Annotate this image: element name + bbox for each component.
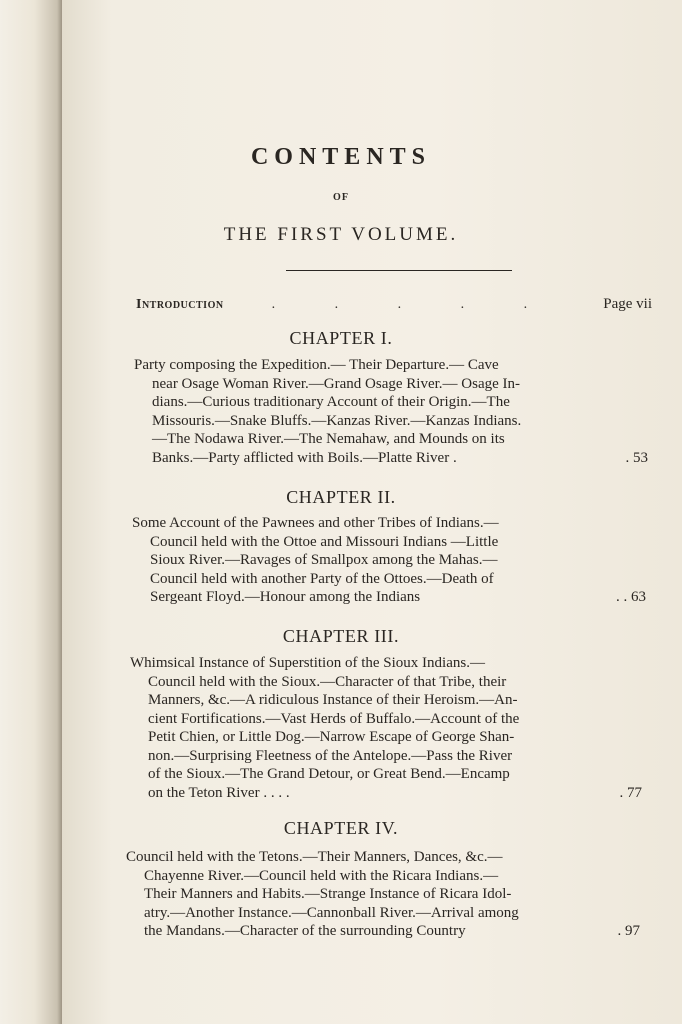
chapter-2-line: Council held with another Party of the Ottoes.—Death of (150, 570, 494, 587)
chapter-2-line: Some Account of the Pawnees and other Tribes of Indians.— (132, 515, 499, 531)
volume-title: THE FIRST VOLUME. (223, 224, 459, 245)
chapter-3-line: of the Sioux.—The Grand Detour, or Great Bend.—Encamp (148, 766, 510, 782)
chapter-4-line: the Mandans.—Character of the surrounding Country (144, 923, 466, 939)
chapter-4-summary (126, 848, 640, 941)
chapter-1-line: near Osage Woman River.—Grand Osage River.— Osage In- (152, 375, 520, 392)
chapter-1-heading: CHAPTER I. (289, 328, 393, 348)
page-title: CONTENTS (250, 144, 432, 170)
chapter-1-line: dians.—Curious traditionary Account of their Origin.—The (152, 394, 510, 410)
introduction-page: Page vii (603, 296, 652, 312)
chapter-2-heading: CHAPTER II. (286, 487, 396, 507)
title-of: OF (333, 192, 349, 203)
chapter-2-page: . . 63 (616, 589, 646, 605)
introduction-leader-dots: . . . . . (271, 297, 556, 312)
chapter-3-line: on the Teton River . . . . (148, 784, 290, 801)
chapter-3-line: cient Fortifications.—Vast Herds of Buffalo.—Account of the (148, 710, 520, 727)
title-divider (286, 270, 512, 271)
chapter-1-line: Party composing the Expedition.— Their Departure.— Cave (134, 357, 499, 373)
chapter-3-line: non.—Surprising Fleetness of the Antelope.—Pass the River (148, 747, 513, 764)
chapter-3-line: Petit Chien, or Little Dog.—Narrow Escape of George Shan- (148, 729, 515, 745)
chapter-4-last-line (126, 922, 640, 941)
chapter-3-summary (130, 654, 642, 802)
chapter-4-page: . 97 (617, 923, 640, 939)
chapter-3-line: Whimsical Instance of Superstition of the Sioux Indians.— (130, 655, 485, 671)
chapter-4-line: Their Manners and Habits.—Strange Instance of Ricara Idol- (144, 886, 512, 902)
chapter-1-page: . 53 (625, 449, 648, 466)
chapter-4-line: atry.—Another Instance.—Cannonball River.—Arrival among (144, 904, 519, 921)
introduction-entry (136, 296, 652, 313)
chapter-3-line: Council held with the Sioux.—Character of that Tribe, their (148, 673, 507, 690)
chapter-3-line: Manners, &c.—A ridiculous Instance of their Heroism.—An- (148, 692, 518, 708)
chapter-1-line: Missouris.—Snake Bluffs.—Kanzas River.—Kanzas Indians. (152, 412, 522, 429)
introduction-label: Introduction (136, 297, 224, 312)
chapter-1-last-line (134, 449, 648, 468)
chapter-3-last-line (130, 784, 642, 803)
chapter-2-line: Sergeant Floyd.—Honour among the Indians (150, 589, 421, 605)
chapter-3-page: . 77 (619, 784, 642, 801)
chapter-2-last-line (132, 588, 646, 607)
chapter-4-line: Chayenne River.—Council held with the Ricara Indians.— (144, 867, 499, 884)
chapter-1-line: Banks.—Party afflicted with Boils.—Platte River . (152, 449, 457, 466)
chapter-4-heading: CHAPTER IV. (283, 818, 399, 838)
chapter-1-summary (134, 356, 648, 467)
chapter-3-heading: CHAPTER III. (282, 626, 400, 646)
chapter-1-line: —The Nodawa River.—The Nemahaw, and Mounds on its (152, 431, 505, 447)
chapter-2-summary (132, 514, 646, 607)
chapter-2-line: Council held with the Ottoe and Missouri Indians —Little (150, 533, 499, 550)
chapter-4-line: Council held with the Tetons.—Their Manners, Dances, &c.— (126, 849, 503, 865)
chapter-2-line: Sioux River.—Ravages of Smallpox among the Mahas.— (150, 552, 498, 568)
